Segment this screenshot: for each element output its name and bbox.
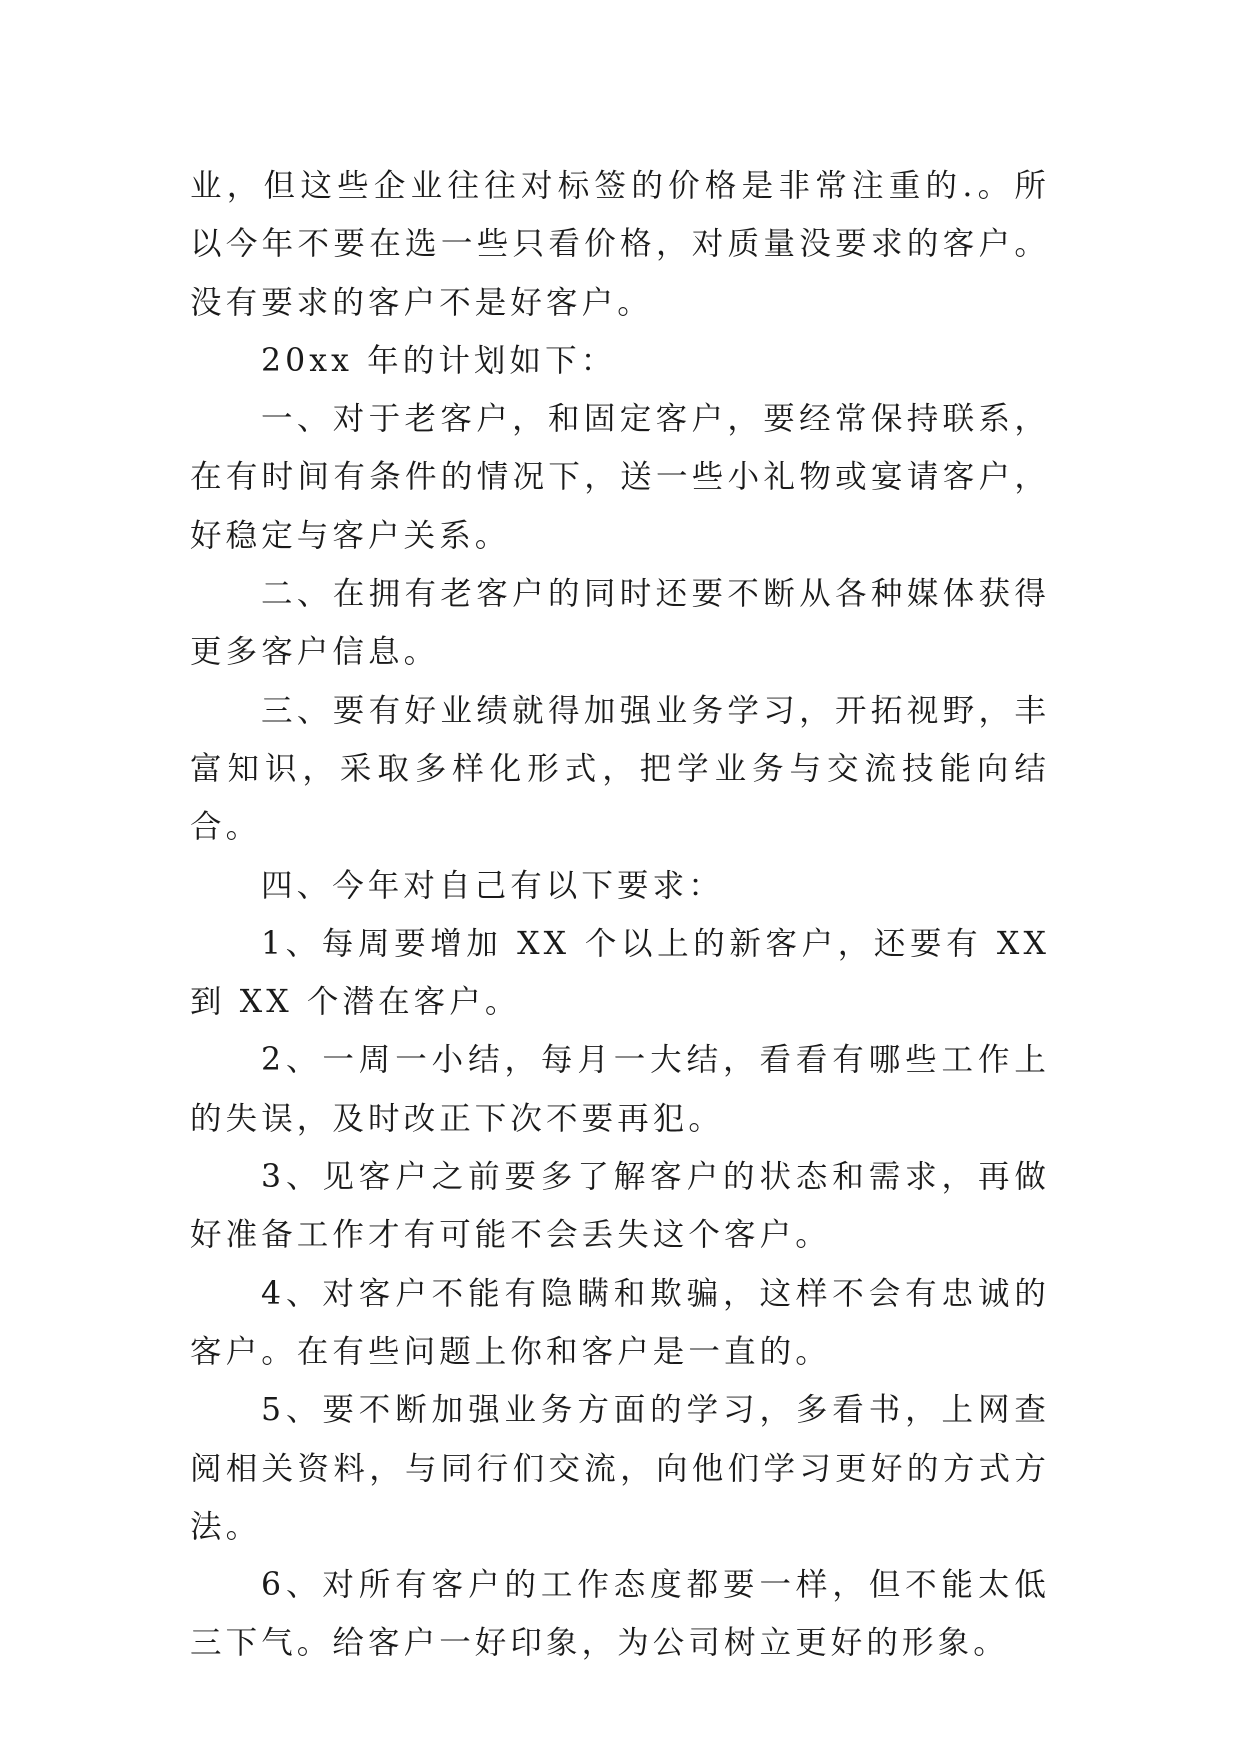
paragraph-plan-heading: 20xx 年的计划如下：	[261, 342, 617, 379]
paragraph-item-2: 二、在拥有老客户的同时还要不断从各种媒体获得更多客户信息。	[190, 576, 1050, 671]
paragraph-subitem-3: 3、见客户之前要多了解客户的状态和需求，再做好准备工作才有可能不会丢失这个客户。	[190, 1159, 1050, 1254]
paragraph-item-3: 三、要有好业绩就得加强业务学习，开拓视野，丰富知识，采取多样化形式，把学业务与交流技能向结合。	[190, 692, 1050, 846]
paragraph-item-4: 四、今年对自己有以下要求：	[261, 867, 724, 904]
paragraph-subitem-2: 2、一周一小结，每月一大结，看看有哪些工作上的失误，及时改正下次不要再犯。	[190, 1042, 1050, 1137]
paragraph-subitem-4: 4、对客户不能有隐瞒和欺骗，这样不会有忠诚的客户。在有些问题上你和客户是一直的。	[190, 1275, 1050, 1370]
paragraph-continuation: 业，但这些企业往往对标签的价格是非常注重的.。所以今年不要在选一些只看价格，对质量没要求的客户。没有要求的客户不是好客户。	[190, 168, 1050, 321]
paragraph-subitem-1: 1、每周要增加 XX 个以上的新客户，还要有 XX 到 XX 个潜在客户。	[190, 925, 1050, 1021]
paragraph-subitem-5: 5、要不断加强业务方面的学习，多看书，上网查阅相关资料，与同行们交流，向他们学习更好的方式方法。	[190, 1392, 1050, 1545]
paragraph-subitem-6: 6、对所有客户的工作态度都要一样，但不能太低三下气。给客户一好印象，为公司树立更好的形象。	[190, 1567, 1050, 1662]
paragraph-item-1: 一、对于老客户，和固定客户，要经常保持联系，在有时间有条件的情况下，送一些小礼物或宴请客户，好稳定与客户关系。	[190, 401, 1050, 554]
document-body	[190, 157, 1050, 1673]
